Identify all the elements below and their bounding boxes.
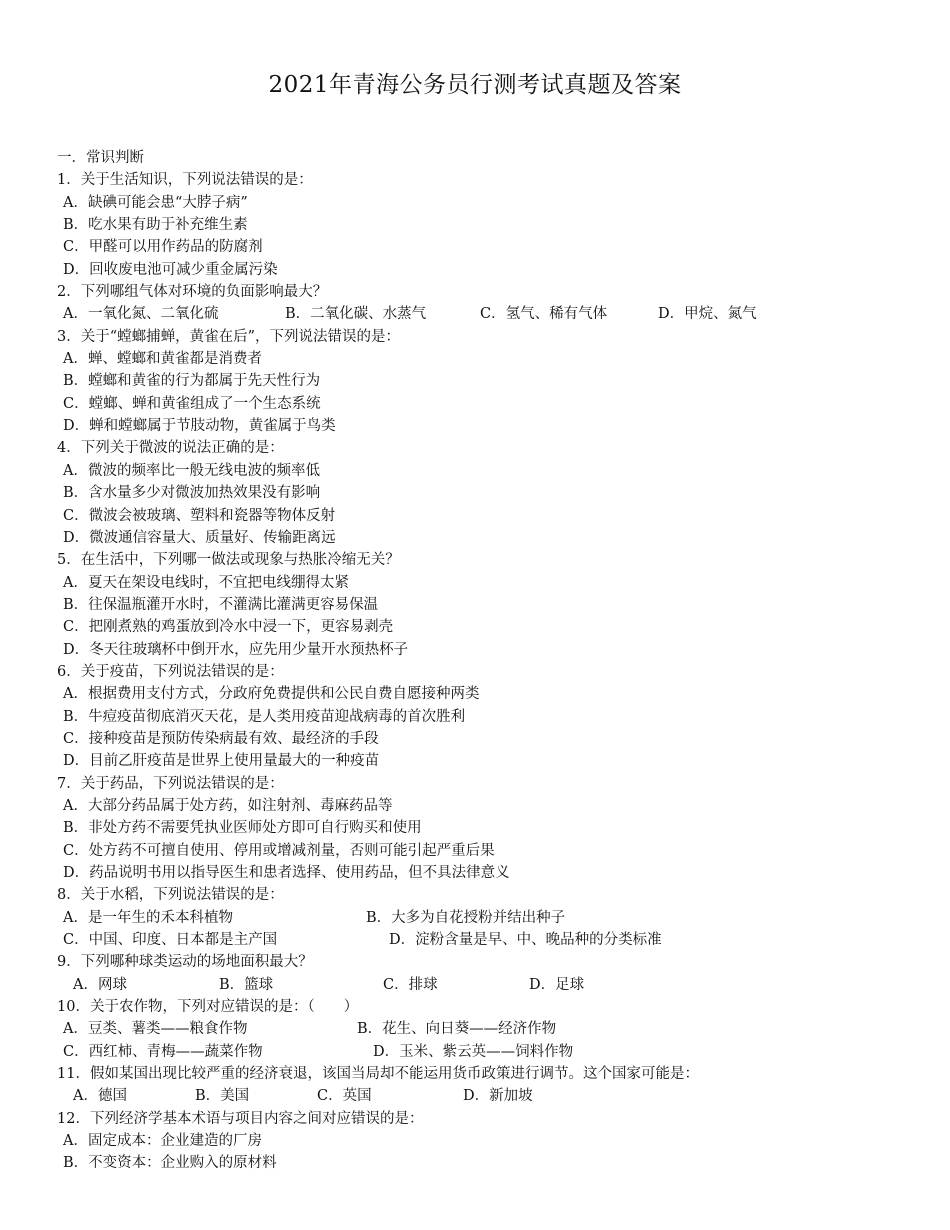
question-11-option-d: D．新加坡 [463,1088,533,1105]
section-heading: 一．常识判断 [57,150,144,166]
question-11-option-c: C．英国 [317,1088,372,1105]
question-7-stem: 7．关于药品，下列说法错误的是： [57,775,284,792]
page-title: 2021年青海公务员行测考试真题及答案 [268,72,682,98]
question-1-option-d: D．回收废电池可减少重金属污染 [63,261,278,278]
question-5-stem: 5．在生活中，下列哪一做法或现象与热胀冷缩无关？ [57,552,400,569]
question-10-option-b: B．花生、向日葵——经济作物 [357,1021,557,1038]
question-11-stem: 11．假如某国出现比较严重的经济衰退，该国当局却不能运用货币政策进行调节。这个国家可能是： [57,1066,699,1083]
question-9-stem: 9．下列哪种球类运动的场地面积最大？ [57,954,313,971]
question-5-option-a: A．夏天在架设电线时，不宜把电线绷得太紧 [63,574,349,591]
question-6-option-d: D．目前乙肝疫苗是世界上使用量最大的一种疫苗 [63,753,380,770]
question-4-option-c: C．微波会被玻璃、塑料和瓷器等物体反射 [63,507,336,524]
question-3-stem: 3．关于“螳螂捕蝉，黄雀在后”，下列说法错误的是： [57,328,401,345]
question-11-options [57,1085,927,1107]
document-body [57,147,927,1175]
question-10-stem: 10．关于农作物，下列对应错误的是：（ ） [57,999,359,1016]
question-8-option-b: B．大多为自花授粉并结出种子 [366,909,566,926]
question-12-stem: 12．下列经济学基本术语与项目内容之间对应错误的是： [57,1110,424,1127]
question-4-option-d: D．微波通信容量大、质量好、传输距离远 [63,529,336,546]
question-10-options-row-1 [57,1018,927,1040]
question-10-option-c: C．西红柿、青梅——蔬菜作物 [63,1043,263,1060]
question-2-option-d: D．甲烷、氮气 [658,306,757,323]
question-12-option-a: A．固定成本：企业建造的厂房 [63,1133,262,1150]
question-8-option-c: C．中国、印度、日本都是主产国 [63,932,278,949]
question-10-options-row-2 [57,1041,927,1063]
question-11-option-a: A．德国 [73,1088,127,1105]
question-6-option-b: B．牛痘疫苗彻底消灭天花，是人类用疫苗迎战病毒的首次胜利 [63,708,466,725]
question-7-option-c: C．处方药不可擅自使用、停用或增减剂量，否则可能引起严重后果 [63,842,495,859]
question-9-options [57,974,927,996]
question-9-option-a: A．网球 [73,976,127,993]
question-10-option-d: D．玉米、紫云英——饲料作物 [373,1043,574,1060]
question-5-option-d: D．冬天往玻璃杯中倒开水，应先用少量开水预热杯子 [63,641,409,658]
question-2-stem: 2．下列哪组气体对环境的负面影响最大？ [57,284,328,301]
question-3-option-a: A．蝉、螳螂和黄雀都是消费者 [63,351,262,368]
question-2-option-b: B．二氧化碳、水蒸气 [285,306,427,323]
question-2-option-a: A．一氧化氮、二氧化硫 [63,306,219,323]
question-1-option-b: B．吃水果有助于补充维生素 [63,217,248,234]
question-5-option-c: C．把刚煮熟的鸡蛋放到冷水中浸一下，更容易剥壳 [63,619,394,636]
question-6-option-c: C．接种疫苗是预防传染病最有效、最经济的手段 [63,730,379,747]
question-5-option-b: B．往保温瓶灌开水时，不灌满比灌满更容易保温 [63,596,379,613]
question-3-option-b: B．螳螂和黄雀的行为都属于先天性行为 [63,373,321,390]
question-8-stem: 8．关于水稻，下列说法错误的是： [57,887,284,904]
question-3-option-d: D．蝉和螳螂属于节肢动物，黄雀属于鸟类 [63,418,336,435]
question-4-option-a: A．微波的频率比一般无线电波的频率低 [63,462,320,479]
question-1-stem: 1．关于生活知识，下列说法错误的是： [57,172,313,189]
question-8-option-a: A．是一年生的禾本科植物 [63,909,233,926]
question-6-stem: 6．关于疫苗，下列说法错误的是： [57,663,284,680]
question-12-option-b: B．不变资本：企业购入的原材料 [63,1155,277,1172]
question-7-option-a: A．大部分药品属于处方药，如注射剂、毒麻药品等 [63,797,393,814]
question-9-option-d: D．足球 [529,976,585,993]
question-6-option-a: A．根据费用支付方式，分政府免费提供和公民自费自愿接种两类 [63,686,480,703]
question-2-option-c: C．氢气、稀有气体 [480,306,608,323]
question-3-option-c: C．螳螂、蝉和黄雀组成了一个生态系统 [63,395,321,412]
question-11-option-b: B．美国 [195,1088,250,1105]
question-10-option-a: A．豆类、薯类——粮食作物 [63,1021,248,1038]
question-4-stem: 4．下列关于微波的说法正确的是： [57,440,284,457]
question-7-option-b: B．非处方药不需要凭执业医师处方即可自行购买和使用 [63,820,422,837]
question-8-option-d: D．淀粉含量是早、中、晚品种的分类标准 [389,932,662,949]
question-8-options-row-1 [57,907,927,929]
question-9-option-c: C．排球 [383,976,438,993]
question-7-option-d: D．药品说明书用以指导医生和患者选择、使用药品，但不具法律意义 [63,865,510,881]
question-1-option-c: C．甲醛可以用作药品的防腐剂 [63,239,263,256]
question-8-options-row-2 [57,929,927,951]
question-2-options [57,303,927,325]
question-4-option-b: B．含水量多少对微波加热效果没有影响 [63,485,321,502]
question-9-option-b: B．篮球 [219,976,274,993]
question-1-option-a: A．缺碘可能会患“大脖子病” [63,194,248,211]
